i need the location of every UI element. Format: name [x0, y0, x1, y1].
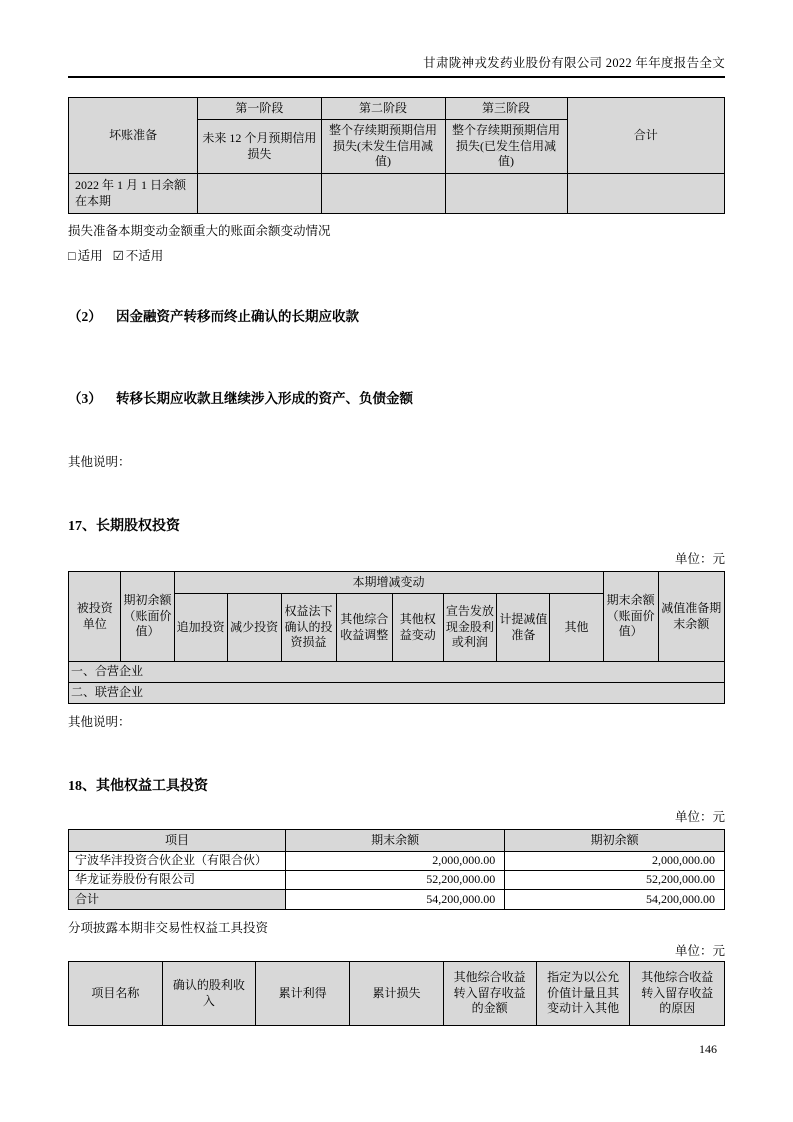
section-18-heading: 18、其他权益工具投资: [68, 779, 208, 794]
bad-debt-table: [68, 97, 725, 214]
long-term-equity-investment-table: [68, 571, 725, 704]
stage2-sub-header: 整个存续期预期信用损失(未发生信用减值): [321, 120, 445, 174]
investment-name: 华龙证券股份有限公司: [69, 871, 286, 890]
item-header: 项目: [69, 830, 286, 852]
change-col-header: 其他综合收益调整: [336, 594, 392, 662]
empty-cell: [567, 174, 724, 214]
detail-col-header: 累计损失: [350, 962, 443, 1026]
page-number: 146: [699, 1042, 717, 1056]
page-content: [68, 0, 725, 1057]
opening-balance-value: 2,000,000.00: [505, 852, 725, 871]
unit-label: 单位：元: [674, 944, 725, 958]
detail-col-header: 确认的股利收入: [162, 962, 255, 1026]
subsection-2-heading: [68, 308, 725, 326]
investment-name: 宁波华沣投资合伙企业（有限合伙）: [69, 852, 286, 871]
section-17-heading: 17、长期股权投资: [68, 519, 180, 534]
detail-col-header: 项目名称: [69, 962, 163, 1026]
subsection-3-number: （3）: [68, 391, 102, 406]
applicability-line: [68, 248, 725, 264]
group-row-associates: 二、联营企业: [69, 683, 725, 704]
period-change-group-header: 本期增减变动: [174, 572, 603, 594]
report-header-title: 甘肃陇神戎发药业股份有限公司 2022 年年度报告全文: [423, 56, 725, 70]
bad-debt-corner-header: 坏账准备: [69, 98, 198, 174]
change-col-header: 宣告发放现金股利或利润: [443, 594, 497, 662]
table-row: [69, 852, 725, 871]
closing-balance-header: 期末余额（账面价值）: [603, 572, 658, 662]
empty-cell: [198, 174, 321, 214]
applicable-label: 适用: [77, 249, 103, 263]
closing-balance-value: 2,000,000.00: [286, 852, 505, 871]
stage3-sub-header: 整个存续期预期信用损失(已发生信用减值): [445, 120, 567, 174]
loss-provision-note: 损失准备本期变动金额重大的账面余额变动情况: [68, 224, 331, 238]
change-col-header: 减少投资: [227, 594, 281, 662]
row-label-opening-balance: 2022 年 1 月 1 日余额在本期: [69, 174, 198, 214]
other-note-label: 其他说明：: [68, 715, 131, 729]
opening-balance-value: 52,200,000.00: [505, 871, 725, 890]
unit-label: 单位：元: [674, 810, 725, 824]
stage1-sub-header: 未来 12 个月预期信用损失: [198, 120, 321, 174]
other-note-label: 其他说明：: [68, 455, 131, 469]
subsection-2-number: （2）: [68, 309, 102, 324]
stage3-header: 第三阶段: [445, 98, 567, 120]
closing-balance-header: 期末余额: [286, 830, 505, 852]
detail-col-header: 其他综合收益转入留存收益的原因: [630, 962, 725, 1026]
change-col-header: 其他权益变动: [393, 594, 444, 662]
subsection-3-title: 转移长期应收款且继续涉入形成的资产、负债金额: [116, 391, 413, 406]
detail-col-header: 累计利得: [255, 962, 349, 1026]
change-col-header: 计提减值准备: [497, 594, 550, 662]
subsection-3-heading: [68, 390, 725, 408]
change-col-header: 追加投资: [174, 594, 227, 662]
empty-cell: [445, 174, 567, 214]
table-row: [69, 871, 725, 890]
subsection-2-title: 因金融资产转移而终止确认的长期应收款: [116, 309, 359, 324]
total-row: [69, 890, 725, 910]
closing-balance-value: 52,200,000.00: [286, 871, 505, 890]
group-row-joint-ventures: 一、合营企业: [69, 662, 725, 683]
opening-balance-total: 54,200,000.00: [505, 890, 725, 910]
empty-cell: [321, 174, 445, 214]
stage2-header: 第二阶段: [321, 98, 445, 120]
checkbox-unchecked-icon: □: [68, 249, 76, 263]
change-col-header: 权益法下确认的投资损益: [281, 594, 336, 662]
closing-balance-total: 54,200,000.00: [286, 890, 505, 910]
unit-label: 单位：元: [674, 552, 725, 566]
stage1-header: 第一阶段: [198, 98, 321, 120]
checkbox-checked-icon: ☑: [112, 249, 124, 263]
investee-header: 被投资单位: [69, 572, 121, 662]
header-rule: [68, 76, 725, 78]
non-trading-equity-detail-table: [68, 961, 725, 1026]
detail-col-header: 指定为以公允价值计量且其变动计入其他: [536, 962, 630, 1026]
total-label: 合计: [69, 890, 286, 910]
total-header: 合计: [567, 98, 724, 174]
non-trading-equity-subnote: 分项披露本期非交易性权益工具投资: [68, 921, 269, 935]
opening-balance-header: 期初余额: [505, 830, 725, 852]
not-applicable-label: 不适用: [125, 249, 164, 263]
change-col-header: 其他: [550, 594, 603, 662]
opening-balance-header: 期初余额（账面价值）: [121, 572, 174, 662]
detail-col-header: 其他综合收益转入留存收益的金额: [443, 962, 536, 1026]
impairment-closing-header: 减值准备期末余额: [658, 572, 724, 662]
other-equity-investments-table: [68, 829, 725, 910]
